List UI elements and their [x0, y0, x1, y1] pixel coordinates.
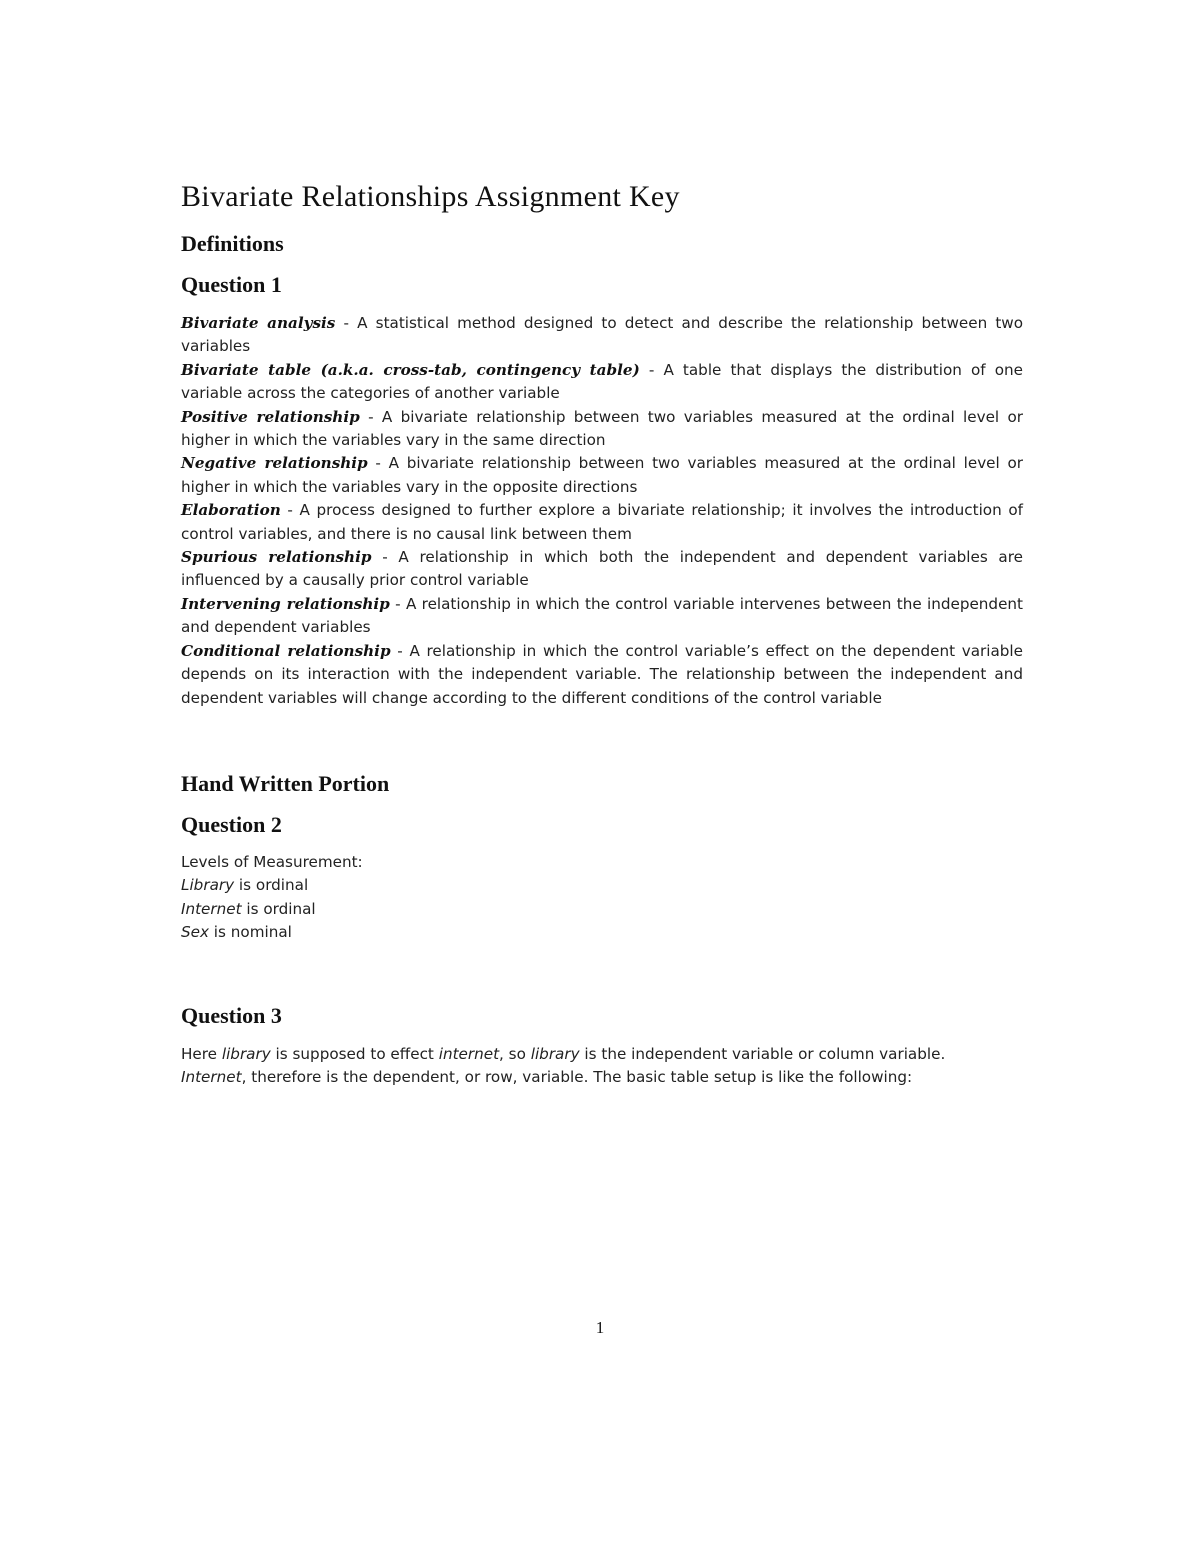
definition-text: A process designed to further explore a bivariate relationship; it involves the introduction of control variables, and there is no causal link between them: [181, 501, 1024, 543]
definition-separator: -: [359, 407, 382, 426]
definition-separator: -: [389, 594, 406, 613]
variable-name: Internet: [181, 1067, 242, 1086]
definition-text: A relationship in which the control variable’s effect on the dependent variable depends on its interaction with the independent variable. The relationship between the independent and dependent variables will change according to the different conditions of the control variable: [181, 641, 1023, 707]
text-run: , therefore is the dependent, or row, variable. The basic table setup is like the following:: [241, 1067, 913, 1086]
definition-term: Intervening relationship: [181, 594, 390, 613]
page-number: 1: [595, 1318, 605, 1337]
text-run: , so: [499, 1044, 531, 1063]
question-1-heading: Question 1: [181, 272, 282, 297]
answer-line-1: [181, 1043, 1023, 1066]
definition-term: Elaboration: [181, 501, 281, 520]
definition-item: [181, 499, 1023, 546]
section-heading-handwritten: Hand Written Portion: [181, 770, 390, 796]
definition-item: [181, 593, 1023, 640]
definition-separator: -: [390, 641, 410, 660]
definition-item: [181, 312, 1023, 359]
section-heading-definitions: Definitions: [181, 231, 284, 256]
variable-name: library: [221, 1044, 271, 1063]
definition-separator: -: [335, 314, 358, 332]
level-text: is ordinal: [234, 876, 309, 895]
question-3-answer: [181, 1043, 1023, 1090]
definition-separator: -: [639, 360, 664, 379]
question-2-heading: Question 2: [181, 811, 282, 837]
definition-term: Positive relationship: [181, 407, 360, 426]
definition-term: Spurious relationship: [181, 548, 372, 567]
document-page: [181, 178, 1023, 1089]
definition-text: A statistical method designed to detect and describe the relationship between two variables: [181, 314, 1024, 356]
definition-item: [181, 640, 1023, 710]
variable-name: Sex: [181, 923, 209, 942]
definition-term: Bivariate analysis: [181, 314, 336, 332]
levels-intro: Levels of Measurement:: [181, 852, 363, 871]
variable-name: internet: [438, 1044, 500, 1063]
definition-text: A relationship in which the control variable intervenes between the independent and dependent variables: [181, 594, 1023, 637]
definition-item: [181, 406, 1023, 453]
text-run: Here: [181, 1044, 222, 1063]
level-text: is nominal: [208, 923, 292, 942]
levels-of-measurement: [181, 851, 1023, 945]
text-run: is the independent variable or column variable.: [579, 1044, 946, 1063]
definition-text: A bivariate relationship between two variables measured at the ordinal level or higher in which the variables vary in the same direction: [181, 407, 1024, 450]
definition-separator: -: [280, 501, 300, 520]
level-item: [181, 874, 1023, 897]
document-title: Bivariate Relationships Assignment Key: [181, 180, 680, 213]
variable-name: Library: [181, 876, 235, 895]
question-3-heading: Question 3: [181, 1002, 282, 1028]
definition-item: [181, 452, 1023, 499]
definition-text: A table that displays the distribution of one variable across the categories of another variable: [181, 360, 1023, 403]
variable-name: library: [530, 1044, 580, 1063]
level-item: [181, 921, 1023, 944]
answer-line-2: [181, 1066, 1023, 1089]
definition-term: Negative relationship: [181, 454, 368, 473]
definition-item: [181, 546, 1023, 593]
definition-separator: -: [371, 548, 399, 567]
definition-text: A relationship in which both the independent and dependent variables are influenced by a causally prior control variable: [181, 548, 1023, 590]
definition-term: Bivariate table (a.k.a. cross-tab, contingency table): [181, 360, 640, 379]
definition-term: Conditional relationship: [181, 641, 391, 660]
definition-text: A bivariate relationship between two variables measured at the ordinal level or higher in which the variables vary in the opposite directions: [181, 454, 1024, 496]
level-text: is ordinal: [241, 899, 316, 918]
text-run: is supposed to effect: [270, 1044, 439, 1063]
definition-item: [181, 359, 1023, 406]
definitions-list: [181, 312, 1023, 710]
definition-separator: -: [367, 454, 389, 473]
variable-name: Internet: [181, 899, 242, 918]
level-item: [181, 898, 1023, 921]
